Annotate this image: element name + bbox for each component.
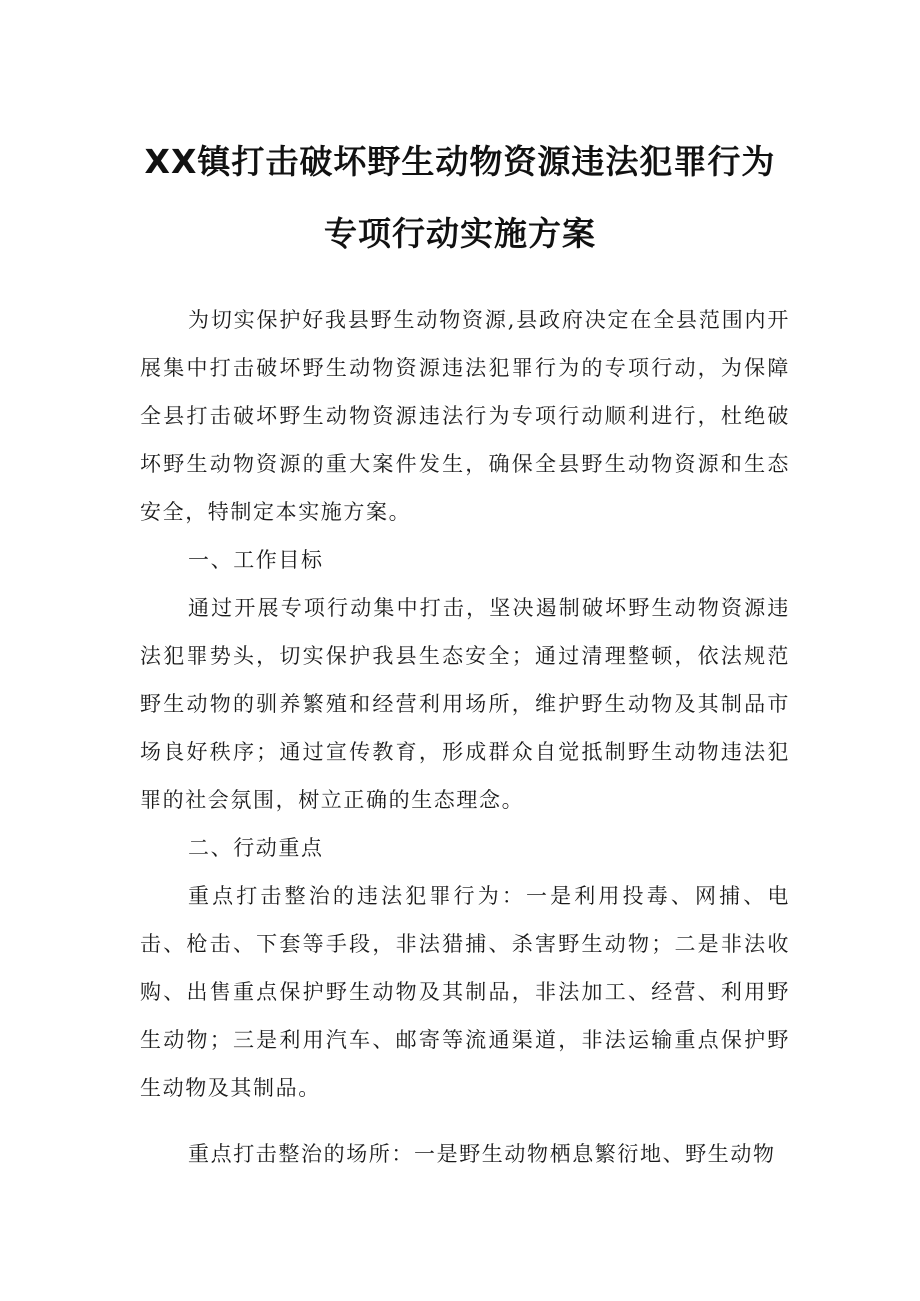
document-title-line-1: XX镇打击破坏野生动物资源违法犯罪行为 — [144, 142, 776, 181]
goals-paragraph: 通过开展专项行动集中打击，坚决遏制破坏野生动物资源违法犯罪势头，切实保护我县生态安全；通过清理整顿，依法规范野生动物的驯养繁殖和经营利用场所，维护野生动物及其制品市场良好秩序；通过宣传教育，形成群众自觉抵制野生动物违法犯罪的社会氛围，树立正确的生态理念。 — [140, 596, 790, 812]
intro-paragraph: 为切实保护好我县野生动物资源,县政府决定在全县范围内开展集中打击破坏野生动物资源违法犯罪行为的专项行动，为保障全县打击破坏野生动物资源违法行为专项行动顺利进行，杜绝破坏野生动物资源的重大案件发生，确保全县野生动物资源和生态安全，特制定本实施方案。 — [140, 308, 790, 524]
focus-places-paragraph: 重点打击整治的场所：一是野生动物栖息繁衍地、野生动物 — [188, 1142, 776, 1166]
focus-crimes-paragraph: 重点打击整治的违法犯罪行为：一是利用投毒、网捕、电击、枪击、下套等手段，非法猎捕、杀害野生动物；二是非法收购、出售重点保护野生动物及其制品，非法加工、经营、利用野生动物；三是利用汽车、邮寄等流通渠道，非法运输重点保护野生动物及其制品。 — [140, 884, 790, 1100]
section-heading-goals: 一、工作目标 — [188, 548, 324, 572]
section-heading-focus: 二、行动重点 — [188, 836, 324, 860]
document-title-line-2: 专项行动实施方案 — [324, 214, 596, 253]
